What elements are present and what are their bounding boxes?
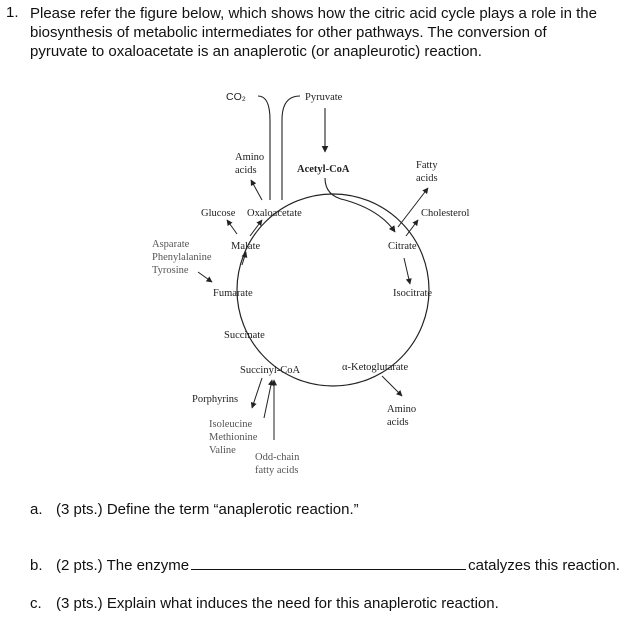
isoleucine-label: Isoleucine [209, 419, 253, 430]
cholesterol-arrow [406, 220, 418, 236]
amino-acids-arrow [251, 180, 262, 200]
co2-curve [258, 96, 270, 200]
oxaloacetate-label: Oxaloacetate [247, 208, 302, 219]
isocitrate-label: Isocitrate [393, 288, 433, 299]
enzyme-answer-blank[interactable] [191, 568, 466, 570]
amino-acids-bottom-label-2: acids [387, 417, 409, 428]
porphyrins-arrow [252, 378, 262, 408]
part-c-label: c. [30, 595, 42, 612]
part-b-text-after: catalyzes this reaction. [468, 557, 620, 574]
aromatic-aa-arrow [198, 272, 212, 282]
amino-acids-top-label-2: acids [235, 165, 257, 176]
branched-aa-arrow [264, 380, 272, 418]
phenylalanine-label: Phenylalanine [152, 252, 212, 263]
odd-chain-label-2: fatty acids [255, 465, 299, 476]
glucose-label: Glucose [201, 208, 236, 219]
fumarate-label: Fumarate [213, 288, 253, 299]
pyruvate-curve [282, 96, 300, 200]
glucose-arrow [227, 220, 237, 234]
tyrosine-label: Tyrosine [152, 265, 189, 276]
co2-label: CO₂ [226, 91, 246, 103]
question-line-2: biosynthesis of metabolic intermediates for other pathways. The conversion of [30, 24, 547, 41]
aspartate-label: Asparate [152, 239, 190, 250]
part-b [30, 557, 620, 574]
part-a-text: (3 pts.) Define the term “anaplerotic reaction.” [56, 501, 359, 518]
odd-chain-label-1: Odd-chain [255, 452, 300, 463]
cholesterol-label: Cholesterol [421, 208, 470, 219]
amino-acids-bottom-label-1: Amino [387, 404, 417, 415]
part-b-text-before: (2 pts.) The enzyme [56, 557, 190, 574]
porphyrins-label: Porphyrins [192, 394, 239, 405]
acetyl-coa-label: Acetyl-CoA [297, 164, 350, 175]
part-b-label: b. [30, 557, 43, 574]
part-c-text: (3 pts.) Explain what induces the need for this anaplerotic reaction. [56, 595, 499, 612]
amino-acids-top-label-1: Amino [235, 152, 265, 163]
succinate-label: Succinate [224, 330, 265, 341]
question-line-1: Please refer the figure below, which shows how the citric acid cycle plays a role in the [30, 5, 597, 22]
part-c [30, 595, 499, 612]
part-a-label: a. [30, 501, 43, 518]
valine-label: Valine [209, 445, 236, 456]
ketoglutarate-amino-acids-arrow [382, 376, 402, 396]
fatty-acids-label-1: Fatty [416, 160, 438, 171]
question-line-3: pyruvate to oxaloacetate is an anaplerotic (or anapleurotic) reaction. [30, 43, 482, 60]
citrate-to-isocitrate-arrow [404, 258, 410, 284]
pyruvate-label: Pyruvate [305, 92, 343, 103]
citrate-label: Citrate [388, 241, 417, 252]
acetylcoa-to-citrate-curve [325, 178, 395, 232]
methionine-label: Methionine [209, 432, 258, 443]
fatty-acids-label-2: acids [416, 173, 438, 184]
ketoglutarate-label: α-Ketoglutarate [342, 362, 409, 373]
succinyl-coa-label: Succinyl-CoA [240, 365, 301, 376]
part-a [30, 501, 359, 518]
question-number: 1. [6, 4, 19, 21]
malate-label: Malate [231, 241, 261, 252]
